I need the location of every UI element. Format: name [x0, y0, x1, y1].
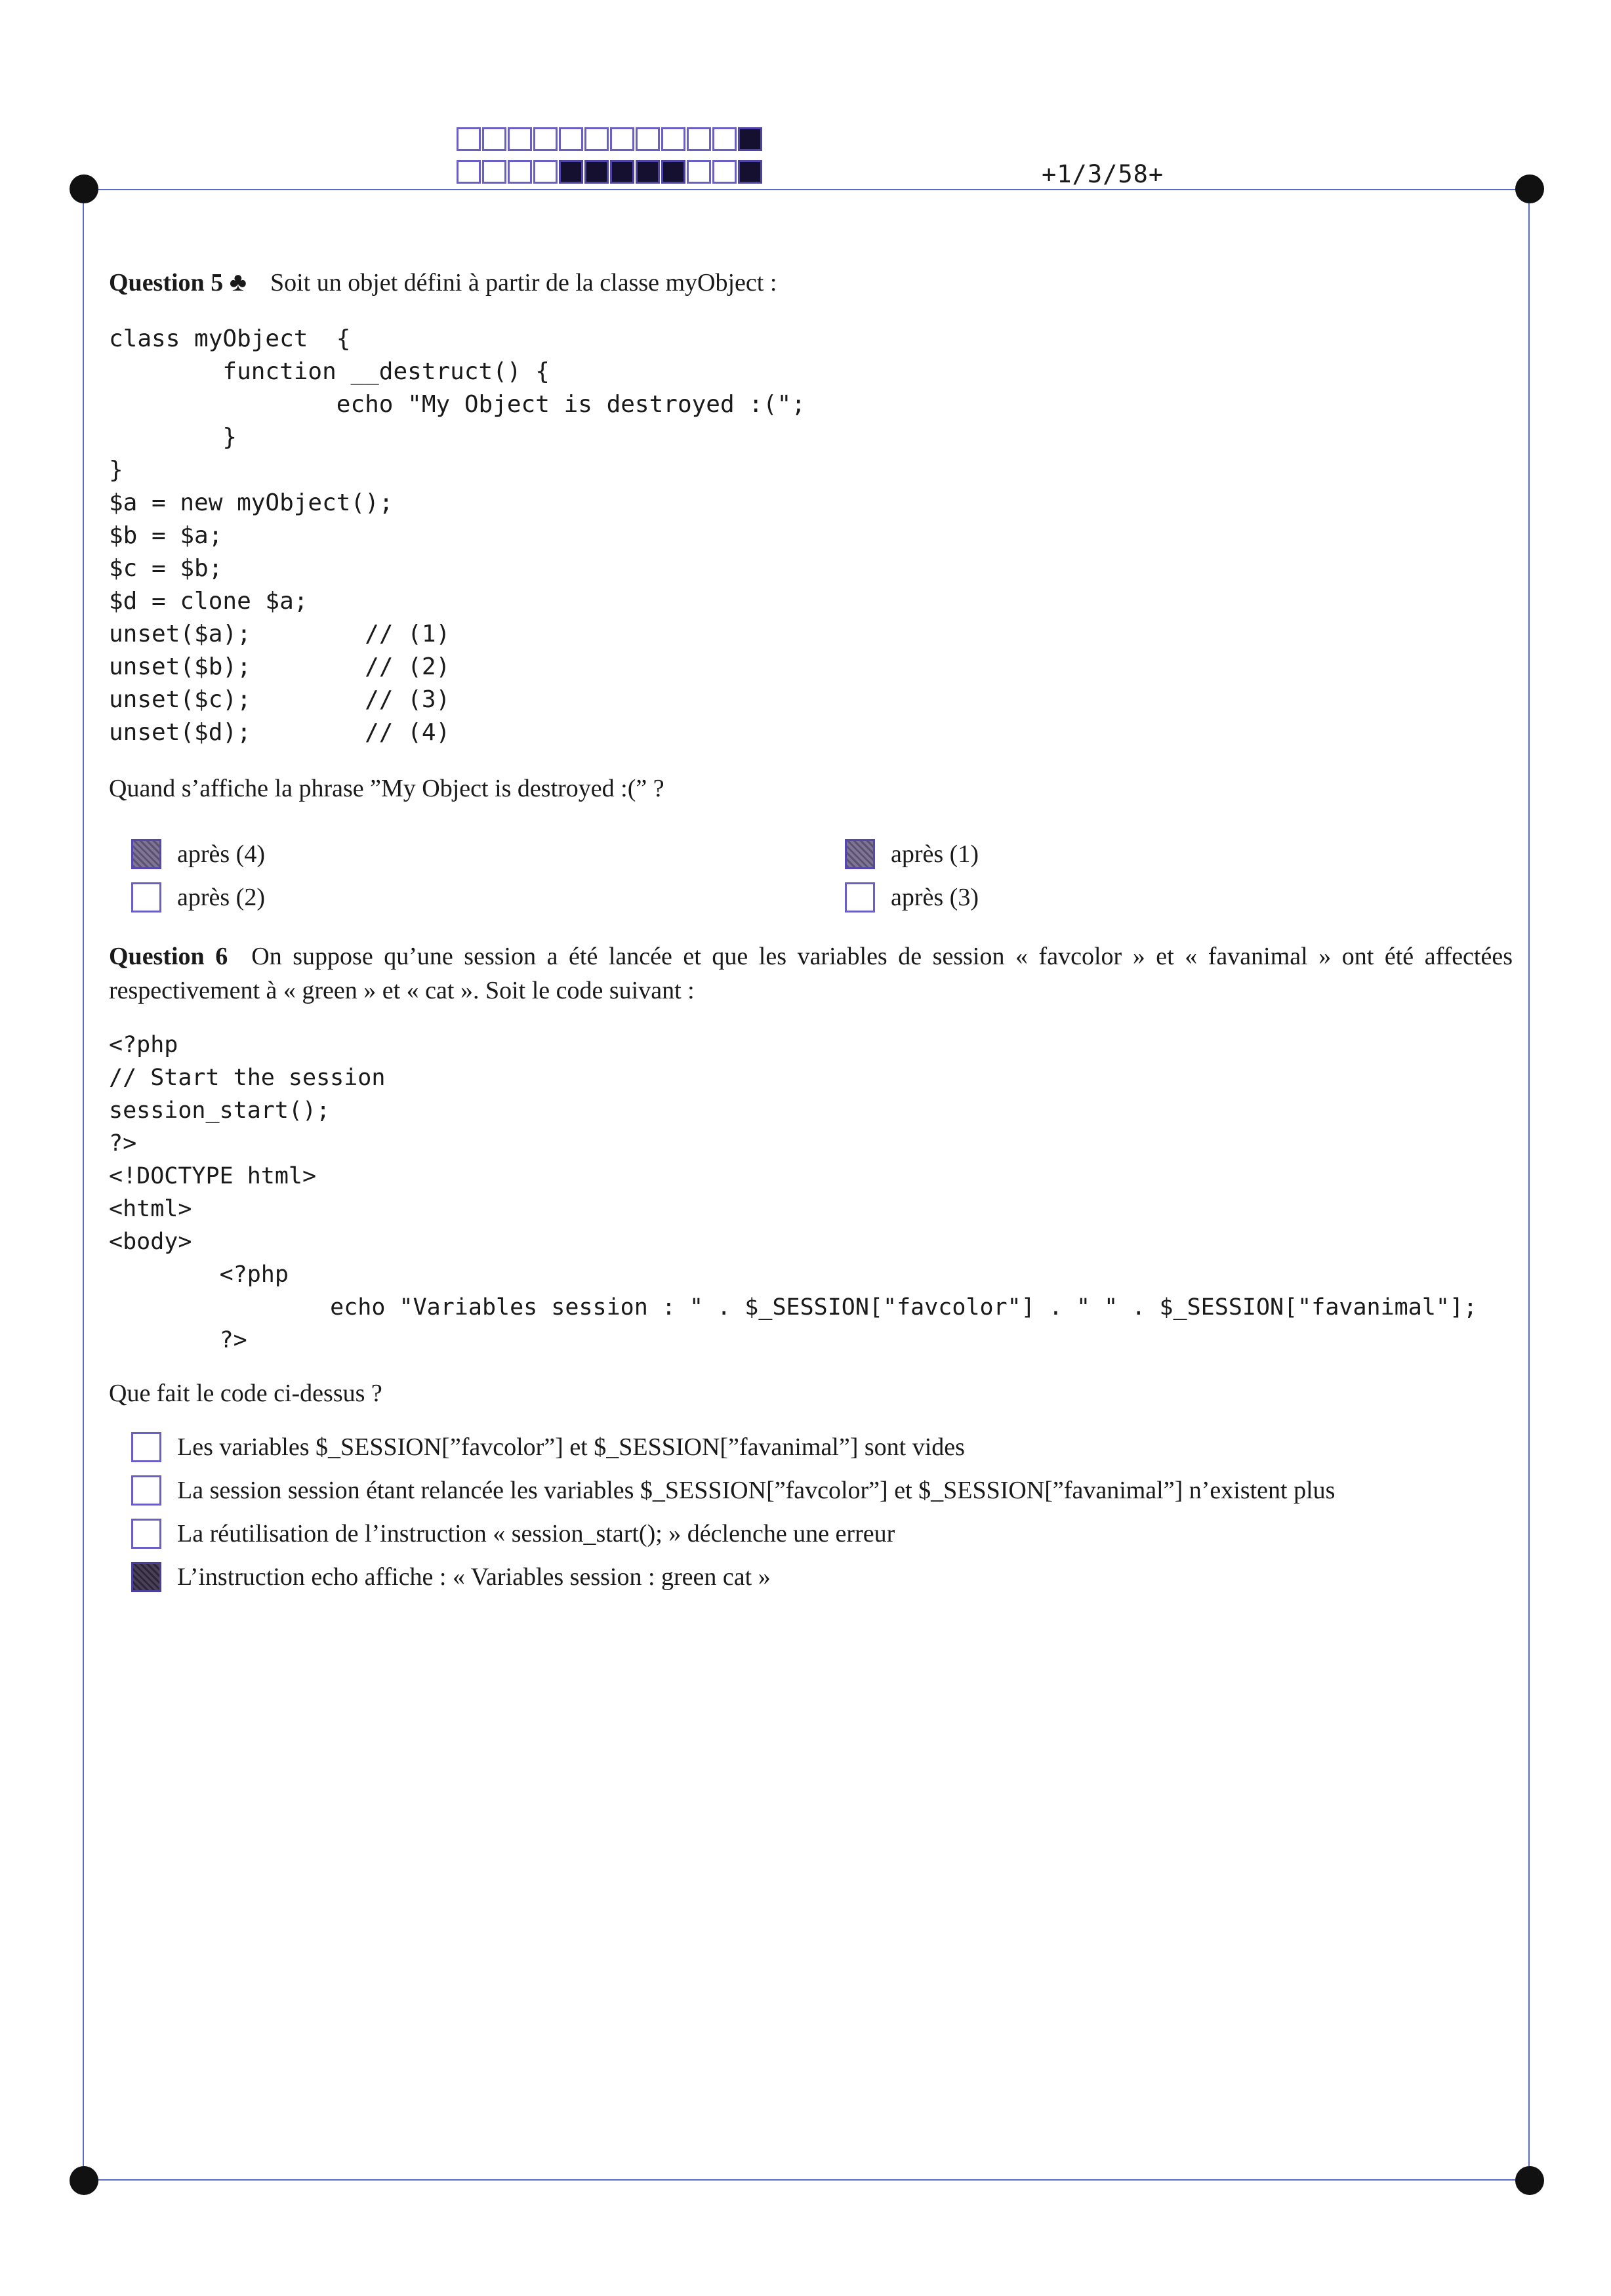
question-6-code: <?php // Start the session session_start(); ?> <!DOCTYPE html> <html> <body> <?php echo "Variables session : " . $_SESSION["favcolor"] . " " . $_SESSION["favanimal"]; ?>	[109, 1032, 1478, 1353]
barcode-top-cell	[712, 127, 737, 151]
q6-option-4-label: L’instruction echo affiche : « Variables session : green cat »	[177, 1563, 771, 1591]
question-6-label: Question 6	[109, 943, 228, 970]
barcode-bottom-cell	[508, 160, 532, 184]
question-6-prompt: On suppose qu’une session a été lancée et que les variables de session « favcolor » et « favanimal » ont été affectées respectivement à « green » et « cat ». Soit le code suivant :	[109, 943, 1513, 1004]
q5-option-2[interactable]	[845, 838, 979, 870]
barcode-top-cell	[457, 127, 481, 151]
barcode-top-cell	[584, 127, 609, 151]
q6-option-4-checkbox[interactable]	[131, 1562, 161, 1592]
q5-option-2-checkbox[interactable]	[845, 839, 875, 869]
question-6-question: Que fait le code ci-dessus ?	[109, 1380, 382, 1407]
q6-option-2[interactable]	[131, 1475, 1335, 1506]
q6-option-1-checkbox[interactable]	[131, 1432, 161, 1462]
q5-option-3[interactable]	[131, 882, 265, 913]
q5-option-2-label: après (1)	[891, 840, 979, 868]
q5-option-3-checkbox[interactable]	[131, 882, 161, 912]
barcode-bottom-cell	[610, 160, 634, 184]
barcode-bottom-cell	[533, 160, 558, 184]
barcode-top-cell	[533, 127, 558, 151]
q6-option-1-label: Les variables $_SESSION[”favcolor”] et $_SESSION[”favanimal”] sont vides	[177, 1433, 965, 1461]
barcode-bottom-cell	[687, 160, 711, 184]
barcode-top-cell	[559, 127, 583, 151]
q5-option-3-label: après (2)	[177, 884, 265, 911]
q5-option-1[interactable]	[131, 838, 265, 870]
q6-option-1[interactable]	[131, 1431, 965, 1463]
corner-mark-bottom-right	[1515, 2166, 1544, 2195]
q5-option-1-checkbox[interactable]	[131, 839, 161, 869]
question-5-heading	[109, 265, 1513, 300]
barcode-bottom-cell	[738, 160, 762, 184]
barcode-top-cell	[661, 127, 685, 151]
q5-option-1-label: après (4)	[177, 840, 265, 868]
q6-option-3-checkbox[interactable]	[131, 1519, 161, 1549]
barcode-bottom-cell	[584, 160, 609, 184]
barcode-bottom-cell	[482, 160, 506, 184]
q6-option-2-checkbox[interactable]	[131, 1475, 161, 1506]
corner-mark-top-right	[1515, 174, 1544, 203]
q6-option-4[interactable]	[131, 1561, 771, 1593]
barcode-top-cell	[482, 127, 506, 151]
question-5-code: class myObject { function __destruct() { echo "My Object is destroyed :("; } } $a = new myObject(); $b = $a; $c = $b; $d = clone $a; unset($a); // (1) unset($b); // (2) unset($c); // (3) unset($d); // (4)	[109, 325, 806, 746]
question-5-label: Question 5 ♣	[109, 267, 247, 297]
barcode-top	[457, 127, 762, 151]
corner-mark-bottom-left	[70, 2166, 98, 2195]
q6-option-2-label: La session session étant relancée les variables $_SESSION[”favcolor”] et $_SESSION[”favanimal”] n’existent plus	[177, 1477, 1336, 1504]
question-5-question: Quand s’affiche la phrase ”My Object is destroyed :(” ?	[109, 775, 664, 802]
club-icon: ♣	[229, 267, 247, 297]
barcode-bottom-cell	[457, 160, 481, 184]
barcode-bottom-cell	[712, 160, 737, 184]
q5-option-4[interactable]	[845, 882, 979, 913]
q5-option-4-checkbox[interactable]	[845, 882, 875, 912]
q6-option-3[interactable]	[131, 1518, 895, 1549]
barcode-top-cell	[636, 127, 660, 151]
barcode-top-cell	[687, 127, 711, 151]
barcode-top-cell	[610, 127, 634, 151]
barcode-bottom-cell	[661, 160, 685, 184]
barcode-bottom-cell	[559, 160, 583, 184]
barcode-bottom	[457, 160, 762, 184]
question-6-heading	[109, 939, 1513, 1008]
barcode-bottom-cell	[636, 160, 660, 184]
page-id: +1/3/58+	[1042, 160, 1164, 188]
q5-option-4-label: après (3)	[891, 884, 979, 911]
q6-option-3-label: La réutilisation de l’instruction « session_start(); » déclenche une erreur	[177, 1520, 895, 1548]
barcode-top-cell	[738, 127, 762, 151]
corner-mark-top-left	[70, 174, 98, 203]
question-5-prompt: Soit un objet défini à partir de la classe myObject :	[270, 269, 777, 297]
barcode-top-cell	[508, 127, 532, 151]
